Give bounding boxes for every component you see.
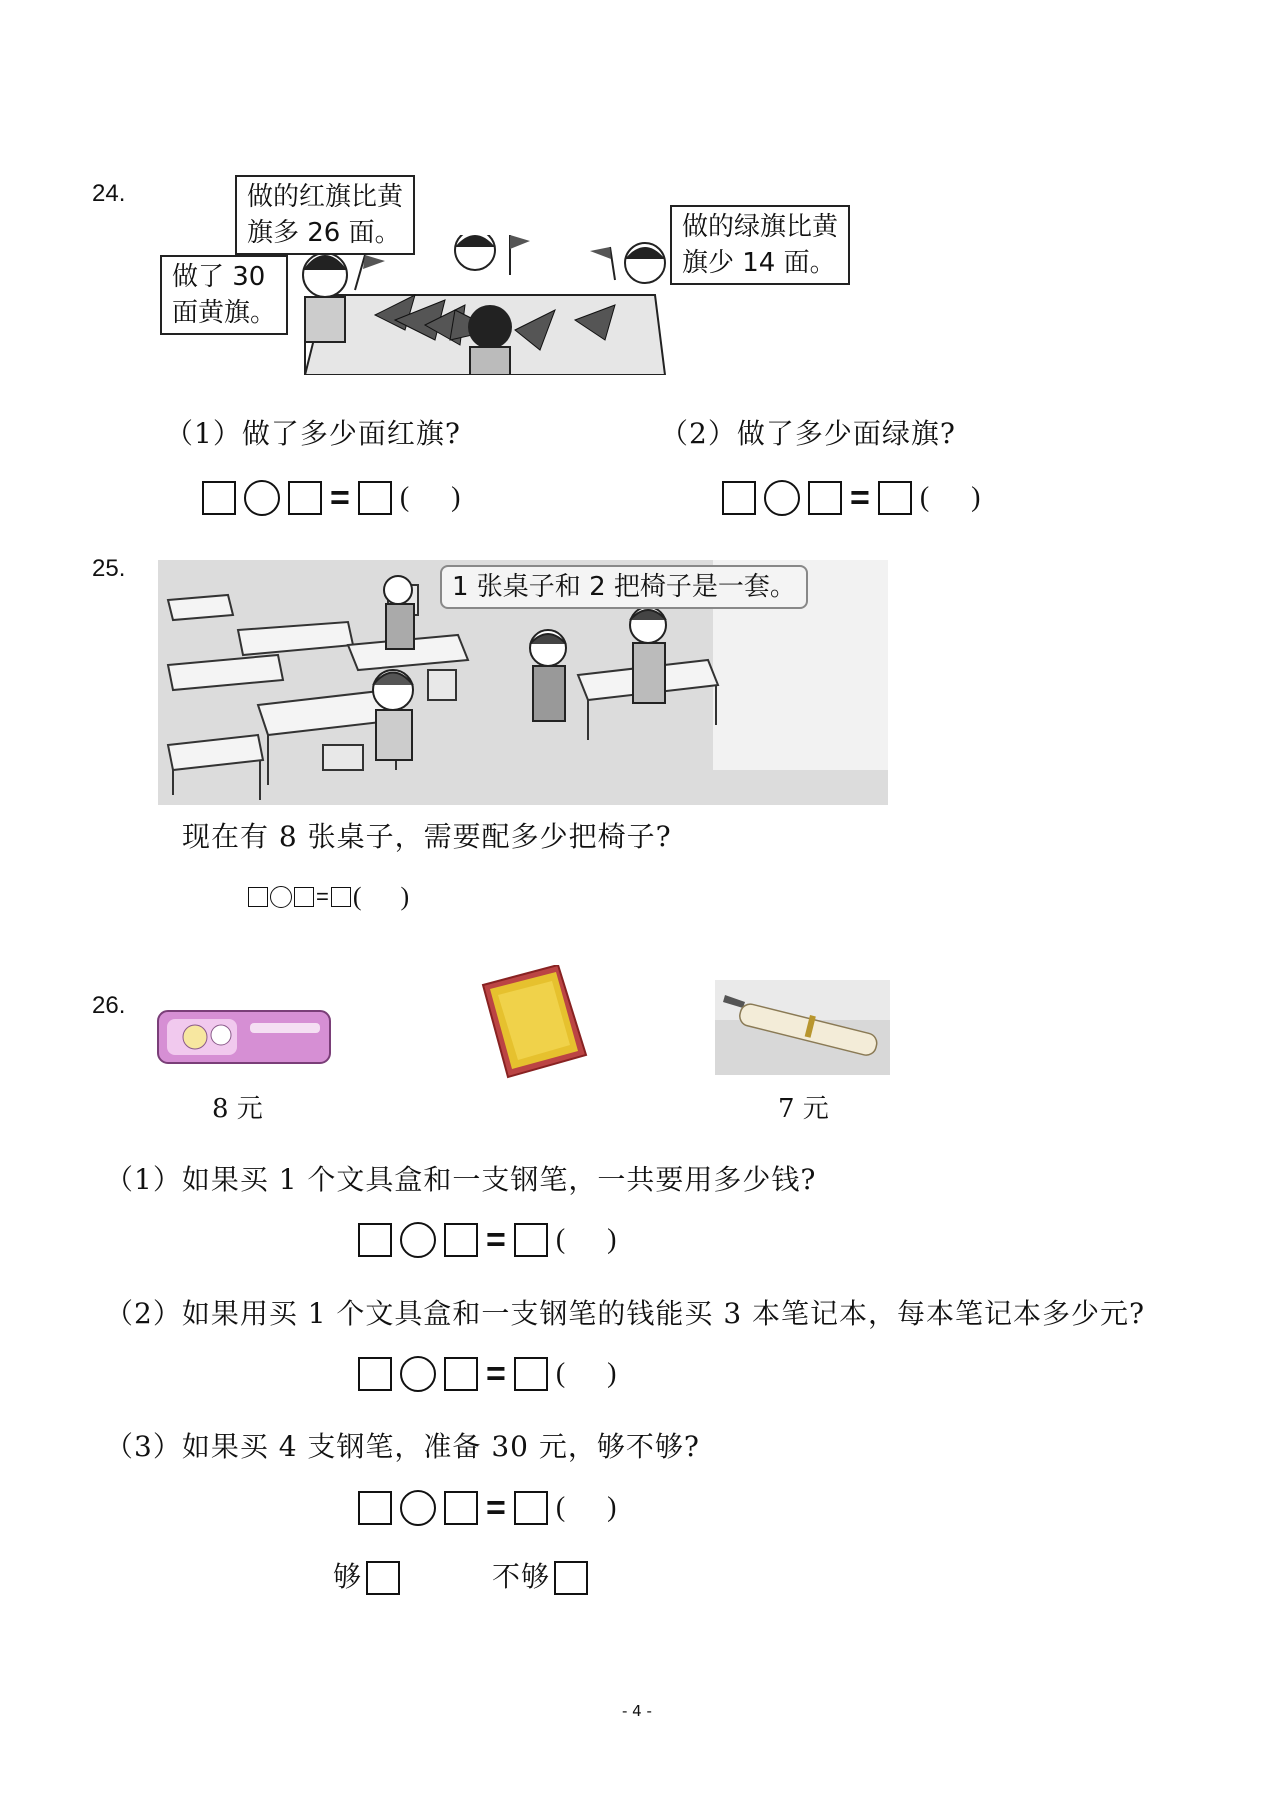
- page-number: - 4 -: [622, 1702, 652, 1720]
- q26-sub-question-3: （3）如果买 4 支钢笔，准备 30 元，够不够?: [105, 1430, 700, 1463]
- q26-sub-question-2: （2）如果用买 1 个文具盒和一支钢笔的钱能买 3 本笔记本，每本笔记本多少元?: [105, 1297, 1146, 1330]
- answer-box[interactable]: [248, 887, 268, 907]
- q25-question: 现在有 8 张桌子，需要配多少把椅子?: [182, 820, 672, 853]
- answer-box[interactable]: [514, 1223, 548, 1257]
- q26-sub-question-1: （1）如果买 1 个文具盒和一支钢笔，一共要用多少钱?: [105, 1163, 817, 1196]
- question-24-number: 24.: [92, 180, 126, 207]
- unit-blank[interactable]: ( ): [555, 1224, 617, 1255]
- equals-sign: =: [330, 479, 350, 517]
- q24-equation-2: [722, 480, 981, 516]
- answer-box[interactable]: [444, 1491, 478, 1525]
- not-enough-option[interactable]: [492, 1555, 588, 1595]
- equals-sign: =: [850, 479, 870, 517]
- answer-box[interactable]: [358, 1491, 392, 1525]
- unit-blank[interactable]: ( ): [555, 1492, 617, 1523]
- answer-box[interactable]: [358, 1223, 392, 1257]
- q25-equation: [248, 882, 409, 912]
- operator-circle[interactable]: [764, 480, 800, 516]
- enough-checkbox[interactable]: [366, 1561, 400, 1595]
- answer-box[interactable]: [331, 887, 351, 907]
- answer-box[interactable]: [722, 481, 756, 515]
- unit-blank[interactable]: ( ): [555, 1358, 617, 1389]
- q26-equation-1: [358, 1222, 617, 1258]
- enough-option[interactable]: [333, 1555, 400, 1595]
- pencil-case-price: 8 元: [212, 1094, 263, 1124]
- q25-speech-bubble: 1 张桌子和 2 把椅子是一套。: [440, 565, 808, 609]
- operator-circle[interactable]: [244, 480, 280, 516]
- pencil-case-image: [155, 1005, 335, 1070]
- not-enough-checkbox[interactable]: [554, 1561, 588, 1595]
- operator-circle[interactable]: [400, 1222, 436, 1258]
- equals-sign: =: [316, 884, 329, 909]
- answer-box[interactable]: [202, 481, 236, 515]
- operator-circle[interactable]: [400, 1490, 436, 1526]
- q24-speech-bubble-right: 做的绿旗比黄 旗少 14 面。: [670, 205, 850, 285]
- notebook-image: [478, 965, 588, 1080]
- answer-box[interactable]: [288, 481, 322, 515]
- q26-equation-2: [358, 1356, 617, 1392]
- answer-box[interactable]: [444, 1223, 478, 1257]
- answer-box[interactable]: [294, 887, 314, 907]
- equals-sign: =: [486, 1489, 506, 1527]
- answer-box[interactable]: [358, 1357, 392, 1391]
- q24-sub-question-1: （1）做了多少面红旗?: [165, 417, 461, 450]
- question-26-number: 26.: [92, 992, 126, 1019]
- equals-sign: =: [486, 1221, 506, 1259]
- operator-circle[interactable]: [400, 1356, 436, 1392]
- q24-speech-bubble-center: 做的红旗比黄 旗多 26 面。: [235, 175, 415, 255]
- answer-box[interactable]: [808, 481, 842, 515]
- equals-sign: =: [486, 1355, 506, 1393]
- q24-sub-question-2: （2）做了多少面绿旗?: [660, 417, 956, 450]
- fountain-pen-image: [715, 980, 890, 1075]
- answer-box[interactable]: [444, 1357, 478, 1391]
- answer-box[interactable]: [514, 1491, 548, 1525]
- q26-equation-3: [358, 1490, 617, 1526]
- unit-blank[interactable]: ( ): [352, 882, 410, 911]
- operator-circle[interactable]: [270, 886, 292, 908]
- q24-equation-1: [202, 480, 461, 516]
- not-enough-label: 不够: [492, 1560, 551, 1593]
- fountain-pen-price: 7 元: [778, 1094, 829, 1124]
- q24-illustration: [285, 235, 675, 375]
- answer-box[interactable]: [358, 481, 392, 515]
- unit-blank[interactable]: ( ): [919, 482, 981, 513]
- answer-box[interactable]: [878, 481, 912, 515]
- question-25-number: 25.: [92, 555, 126, 582]
- enough-label: 够: [333, 1560, 363, 1593]
- q24-speech-bubble-left: 做了 30 面黄旗。: [160, 255, 288, 335]
- answer-box[interactable]: [514, 1357, 548, 1391]
- unit-blank[interactable]: ( ): [399, 482, 461, 513]
